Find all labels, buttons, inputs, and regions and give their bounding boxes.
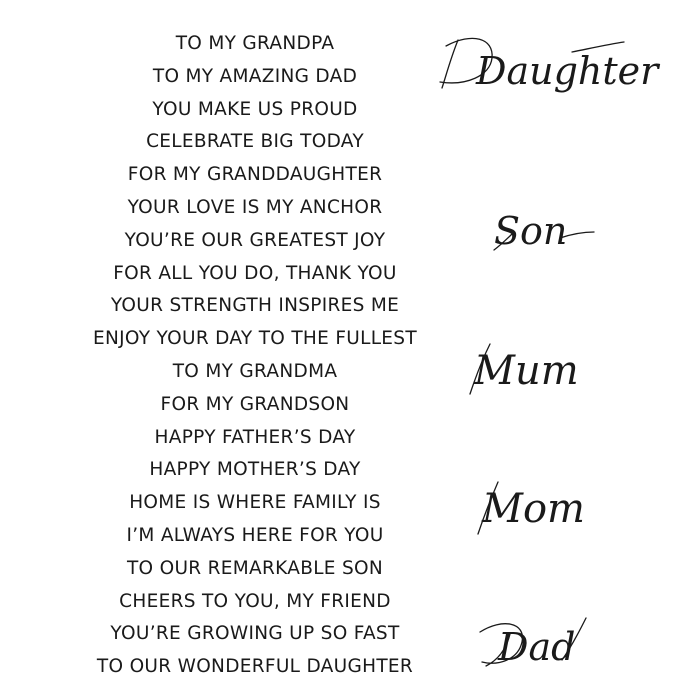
script-word-mum (466, 336, 596, 402)
phrase-item: TO MY GRANDPA (175, 33, 335, 54)
script-word-son-text: Son (494, 209, 568, 253)
phrase-item: FOR ALL YOU DO, THANK YOU (113, 262, 397, 284)
script-word-daughter (432, 30, 659, 120)
script-word-dad (476, 610, 594, 678)
script-word-dad-text: Dad (498, 625, 576, 669)
phrase-item: YOU’RE OUR GREATEST JOY (124, 229, 386, 251)
phrase-item: CELEBRATE BIG TODAY (146, 131, 364, 153)
script-word-mom-text: Mom (482, 486, 585, 532)
phrase-item: TO OUR REMARKABLE SON (126, 557, 384, 579)
phrase-item: YOUR LOVE IS MY ANCHOR (127, 196, 383, 218)
script-word-mum-text: Mum (474, 348, 579, 394)
phrase-item: FOR MY GRANDDAUGHTER (127, 164, 383, 186)
phrase-item: I’M ALWAYS HERE FOR YOU (126, 524, 384, 546)
phrase-item: YOU MAKE US PROUD (152, 98, 358, 120)
script-word-daughter-text: Daughter (476, 49, 659, 93)
phrase-item: HOME IS WHERE FAMILY IS (129, 492, 381, 514)
phrase-item: ENJOY YOUR DAY TO THE FULLEST (93, 328, 417, 350)
script-word-mom (474, 472, 594, 542)
phrase-item: TO MY AMAZING DAD (152, 65, 358, 87)
phrase-item: YOU’RE GROWING UP SO FAST (110, 623, 400, 645)
phrase-item: CHEERS TO YOU, MY FRIEND (119, 590, 391, 612)
phrase-item: TO OUR WONDERFUL DAUGHTER (96, 656, 414, 678)
phrase-item: HAPPY FATHER’S DAY (154, 426, 356, 448)
phrase-item: YOUR STRENGTH INSPIRES ME (110, 295, 400, 317)
script-word-son (488, 198, 598, 264)
phrase-list (40, 28, 470, 684)
phrase-item: HAPPY MOTHER’S DAY (149, 459, 361, 481)
phrase-item: FOR MY GRANDSON (160, 393, 350, 415)
phrase-item: TO MY GRANDMA (172, 360, 338, 382)
